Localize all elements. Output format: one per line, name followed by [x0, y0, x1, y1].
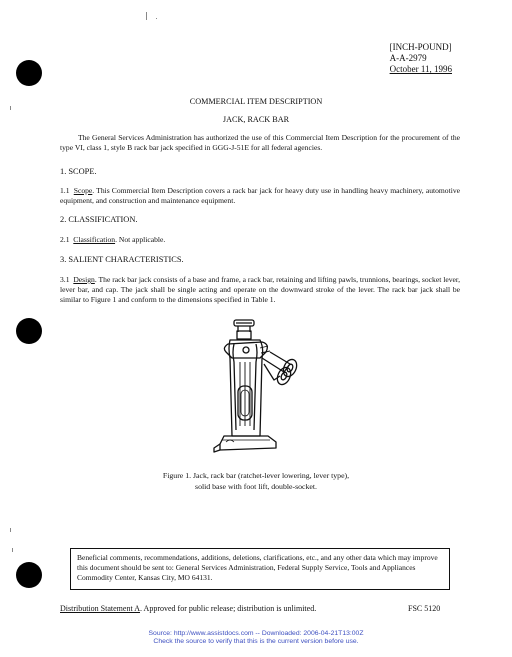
source-banner	[0, 630, 512, 646]
document-title: COMMERCIAL ITEM DESCRIPTION	[189, 97, 323, 106]
intro-paragraph: The General Services Administration has authorized the use of this Commercial Item Description for the procurement of the type VI, class 1, style B rack bar jack specified in GGG-J-51E for all federal agencies.	[60, 133, 460, 152]
scan-speck	[10, 528, 11, 532]
scan-speck	[12, 548, 13, 552]
fsc-code: FSC 5120	[408, 604, 441, 613]
scope-heading: 1. SCOPE.	[60, 167, 97, 176]
scope-text: . This Commercial Item Description covers a rack bar jack for heavy duty use in handling heavy machinery, automotive equipment, and construction and maintenance equipment.	[60, 186, 460, 205]
document-identifier	[390, 42, 452, 75]
document-number: A-A-2979	[389, 53, 427, 63]
source-line-2: Check the source to verify that this is the current version before use.	[153, 638, 359, 645]
punch-hole-top	[16, 60, 42, 86]
classification-text: . Not applicable.	[115, 235, 166, 244]
jack-base	[214, 436, 276, 452]
jack-socket-lever	[262, 352, 299, 387]
jack-frame	[224, 340, 270, 436]
design-number: 3.1	[60, 275, 70, 284]
rack-bar-jack-figure	[200, 318, 310, 458]
distribution-label: Distribution Statement A	[60, 604, 140, 613]
jack-cap	[234, 320, 254, 339]
design-term: Design	[73, 275, 95, 284]
figure-caption-line2: solid base with foot lift, double-socket.	[195, 482, 317, 491]
design-text: . The rack bar jack consists of a base and frame, a rack bar, retaining and lifting pawls, trunnions, bearings, socket lever, lever bar, and cap. The jack shall be single acting and operate on the downward stroke of the lever. The rack bar jack shall be similar to Figure 1 and conform to the dimensions specified in Table 1.	[60, 275, 461, 304]
design-paragraph	[60, 275, 460, 305]
scan-speck	[146, 12, 147, 20]
document-date: October 11, 1996	[389, 64, 452, 74]
document-subtitle: JACK, RACK BAR	[222, 115, 290, 124]
inch-pound-label: [INCH-POUND]	[389, 42, 452, 52]
source-line-1: Source: http://www.assistdocs.com -- Downloaded: 2006-04-21T13:00Z	[148, 630, 364, 637]
comments-box: Beneficial comments, recommendations, additions, deletions, clarifications, etc., and any other data which may improve this document should be sent to: General Services Administration, Federal Supply Service, Tools and Appliances Commodity Center, Kansas City, MO 64131.	[70, 548, 450, 590]
distribution-text: . Approved for public release; distribution is unlimited.	[140, 604, 317, 613]
scan-speck	[156, 18, 157, 19]
figure-caption	[0, 470, 512, 492]
classification-number: 2.1	[60, 235, 70, 244]
distribution-statement	[60, 604, 316, 613]
scope-number: 1.1	[60, 186, 70, 195]
salient-heading: 3. SALIENT CHARACTERISTICS.	[60, 255, 184, 264]
classification-term: Classification	[73, 235, 116, 244]
figure-caption-line1: Figure 1. Jack, rack bar (ratchet-lever lowering, lever type),	[162, 471, 350, 480]
scan-speck	[10, 106, 11, 110]
scope-paragraph	[60, 186, 460, 206]
punch-hole-bottom	[16, 562, 42, 588]
punch-hole-middle	[16, 318, 42, 344]
classification-paragraph	[60, 235, 460, 245]
classification-heading: 2. CLASSIFICATION.	[60, 215, 138, 224]
scope-term: Scope	[73, 186, 93, 195]
